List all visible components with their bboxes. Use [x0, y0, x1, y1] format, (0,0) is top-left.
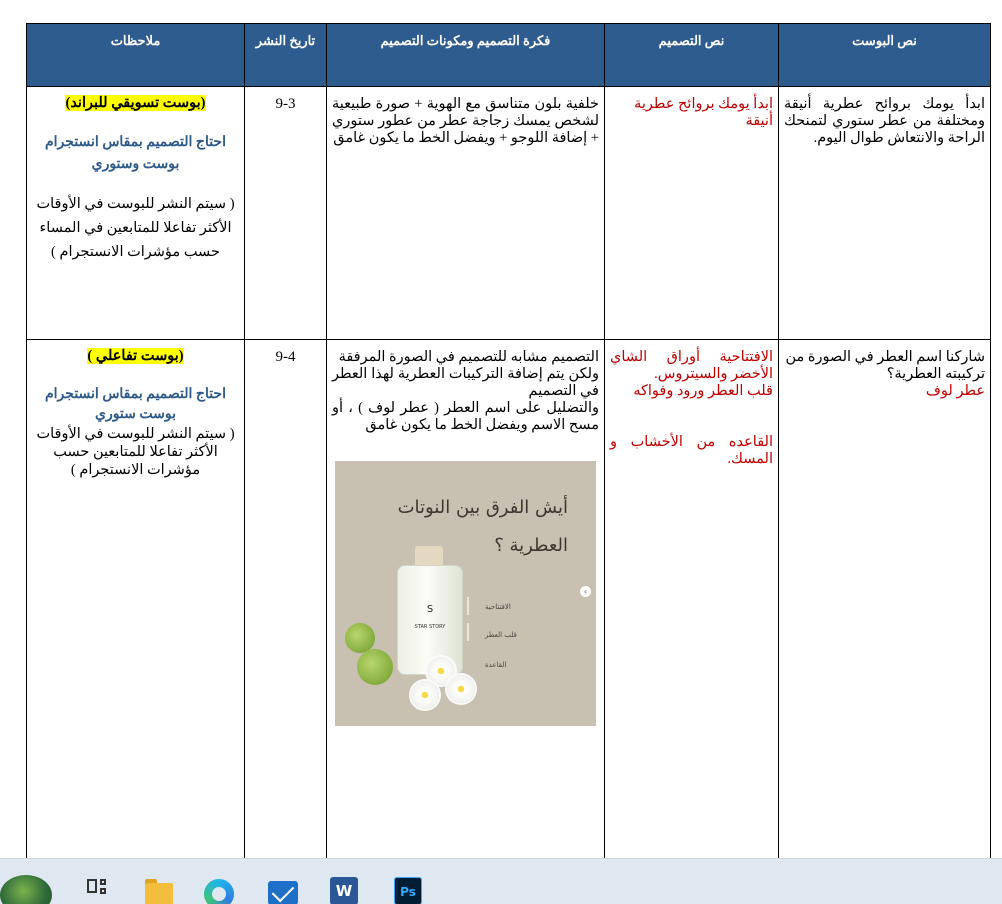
bottle-logo: S [426, 604, 434, 615]
photoshop-app-icon[interactable] [392, 873, 422, 904]
chevron-right-icon: › [580, 586, 591, 597]
bottle-brand: STAR STORY [414, 624, 446, 630]
date-cell [245, 340, 327, 859]
table-row [27, 87, 991, 340]
preview-title-line: العطرية ؟ [494, 535, 568, 556]
publish-date: 9-3 [275, 96, 296, 112]
divider [467, 597, 469, 615]
post-text-cell [779, 87, 991, 340]
post-answer: عطر لوف [925, 383, 985, 399]
post-text-cell [779, 340, 991, 859]
header-design-text: نص التصميم [605, 24, 779, 87]
preview-title [358, 489, 568, 565]
design-idea-cell [327, 340, 605, 859]
date-cell [245, 87, 327, 340]
design-note-top: الافتتاحية أوراق الشاي الأخضر والسيتروس. [610, 349, 773, 382]
post-text: شاركنا اسم العطر في الصورة من تركيبته العطرية؟ [785, 349, 985, 382]
design-idea-text: خلفية بلون متناسق مع الهوية + صورة طبيعية لشخص يمسك زجاجة عطر من عطور ستوري + إضافة اللوجو + ويفضل الخط ما يكون غامق [332, 96, 599, 146]
header-design-idea: فكرة التصميم ومكونات التصميم [327, 24, 605, 87]
design-idea-cell [327, 87, 605, 340]
divider [467, 623, 469, 641]
table-row [27, 340, 991, 859]
reference-design-image [335, 461, 596, 726]
schedule-note: ( سيتم النشر للبوست في الأوقات الأكثر تفاعلا للمتابعين في المساء حسب مؤشرات الانستجرام ) [36, 196, 235, 260]
spacer [610, 400, 773, 434]
design-idea-line: ولكن يتم إضافة التركيبات العطرية لهذا العطر في التصميم [332, 366, 599, 399]
word-app-icon[interactable] [328, 873, 358, 904]
post-type-badge: (بوست تسويقي للبراند) [65, 95, 206, 111]
flower-icon [447, 675, 475, 703]
note-label-heart: قلب العطر [485, 631, 517, 639]
edge-browser-icon[interactable] [202, 873, 232, 904]
preview-title-line: أيش الفرق بين النوتات [397, 497, 568, 518]
design-text-cell [605, 340, 779, 859]
design-text-cell [605, 87, 779, 340]
post-text: ابدأ يومك بروائح عطرية أنيقة ومختلفة من عطر ستوري لتمنحك الراحة والانتعاش طوال اليوم. [784, 96, 985, 146]
lime-icon [357, 649, 393, 685]
task-view-icon[interactable] [82, 873, 112, 904]
word-app-label: W [330, 877, 358, 904]
size-note: احتاج التصميم بمقاس انستجرام بوست ستوري [45, 387, 226, 422]
header-post-text: نص البوست [779, 24, 991, 87]
notes-cell [27, 87, 245, 340]
schedule-note: ( سيتم النشر للبوست في الأوقات الأكثر تفاعلا للمتابعين حسب مؤشرات الانستجرام ) [36, 426, 235, 478]
perfume-bottle [397, 565, 463, 675]
design-note-heart: قلب العطر ورود وفواكه [633, 383, 773, 399]
design-idea-line: التصميم مشابه للتصميم في الصورة المرفقة [338, 349, 599, 365]
note-label-top: الافتتاحية [485, 603, 511, 611]
weather-widget-icon[interactable] [0, 875, 52, 904]
flower-icon [411, 681, 439, 709]
header-publish-date: تاريخ النشر [245, 24, 327, 87]
file-explorer-icon[interactable] [142, 873, 172, 904]
header-notes: ملاحظات [27, 24, 245, 87]
taskbar [0, 858, 1002, 904]
photoshop-app-label: Ps [394, 877, 422, 904]
design-idea-line: والتضليل على اسم العطر ( عطر لوف ) ، أو مسح الاسم ويفضل الخط ما يكون غامق [332, 400, 599, 433]
mail-icon[interactable] [266, 873, 296, 904]
design-note-base: القاعده من الأخشاب و المسك. [610, 434, 773, 467]
post-type-badge: (بوست تفاعلي ) [87, 348, 184, 364]
size-note: احتاج التصميم بمقاس انستجرام بوست وستوري [45, 135, 226, 172]
header-row [27, 24, 991, 87]
note-label-base: القاعدة [485, 661, 507, 669]
content-plan-table [26, 23, 991, 858]
notes-cell [27, 340, 245, 859]
design-text: ابدأ يومك بروائح عطرية أنيقة [634, 96, 773, 129]
publish-date: 9-4 [275, 349, 296, 365]
